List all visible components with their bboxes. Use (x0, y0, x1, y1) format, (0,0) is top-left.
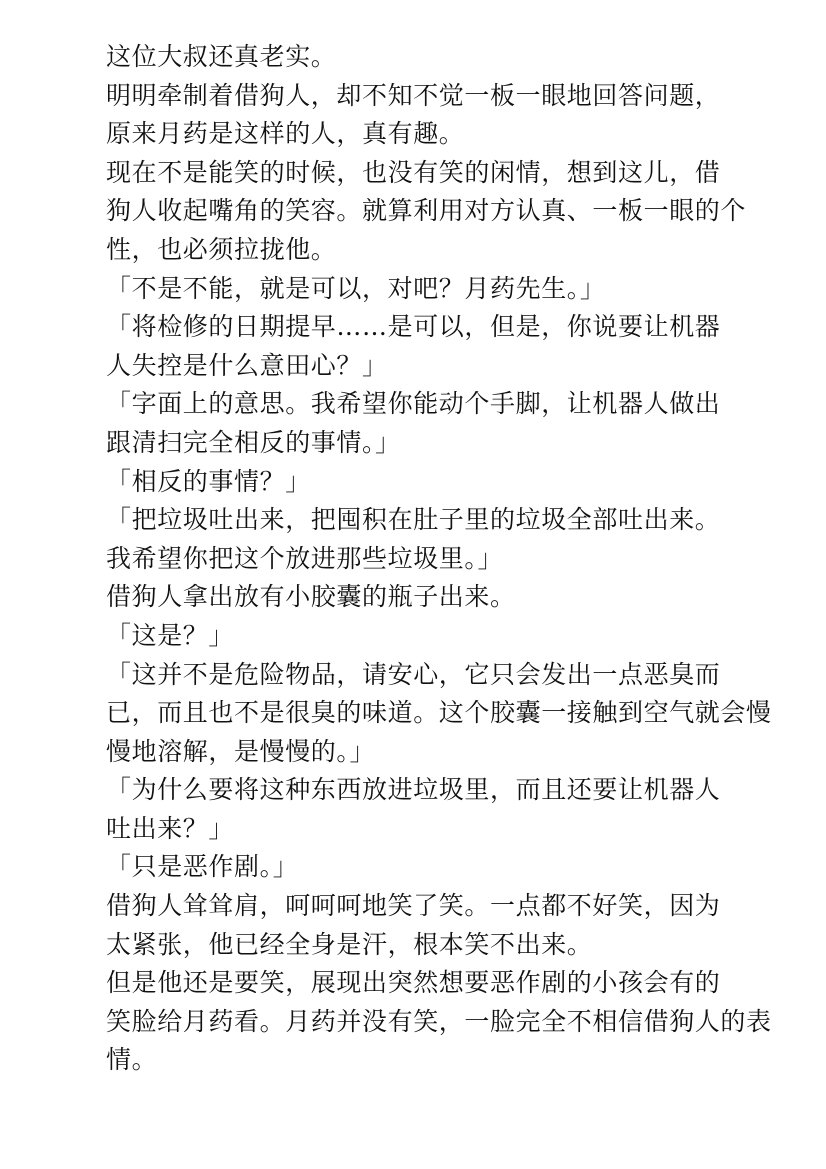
text-line: 情。 (106, 1045, 158, 1075)
paragraph-12 (56, 771, 756, 848)
text-line: 慢地溶解，是慢慢的。」 (106, 736, 376, 766)
text-line: 我希望你把这个放进那些垃圾里。」 (106, 543, 504, 573)
text-line: 狗人收起嘴角的笑容。就算利用对方认真、一板一眼的个 (106, 196, 747, 226)
text-line: 「将检修的日期提早……是可以，但是，你说要让机器 (106, 312, 721, 342)
text-line: 「字面上的意思。我希望你能动个手脚，让机器人做出 (106, 389, 721, 419)
text-line: 「把垃圾吐出来，把囤积在肚子里的垃圾全部吐出来。 (106, 505, 721, 535)
text-line: 吐出来？」 (106, 813, 235, 843)
text-line: 这位大叔还真老实。 (106, 42, 337, 71)
paragraph-11 (56, 656, 772, 772)
text-line: 已，而且也不是很臭的味道。这个胶囊一接触到空气就会慢 (106, 698, 772, 728)
paragraph-1 (56, 38, 756, 77)
paragraph-3 (56, 154, 756, 270)
text-line: 「这是？」 (106, 620, 235, 650)
paragraph-8 (56, 501, 756, 578)
text-line: 明明牵制着借狗人，却不知不觉一板一眼地回答问题， (106, 80, 721, 110)
text-line: 原来月药是这样的人，真有趣。 (106, 119, 465, 149)
paragraph-9 (56, 578, 756, 617)
text-line: 但是他还是要笑，展现出突然想要恶作剧的小孩会有的 (106, 968, 721, 998)
text-line: 「相反的事情？」 (106, 466, 311, 496)
text-line: 借狗人耸耸肩，呵呵呵地笑了笑。一点都不好笑，因为 (106, 891, 721, 921)
text-line: 跟清扫完全相反的事情。」 (106, 427, 401, 457)
paragraph-7 (56, 463, 756, 502)
text-line: 现在不是能笑的时候，也没有笑的闲情，想到这儿，借 (106, 157, 721, 187)
text-line: 「只是恶作剧。」 (106, 852, 299, 882)
text-line: 性，也必须拉拢他。 (106, 234, 337, 264)
paragraph-10 (56, 617, 756, 656)
text-line: 借狗人拿出放有小胶囊的瓶子出来。 (106, 582, 516, 612)
text-line: 「为什么要将这种东西放进垃圾里，而且还要让机器人 (106, 775, 721, 805)
paragraph-6 (56, 385, 756, 462)
document-page (56, 38, 772, 1080)
text-line: 「不是不能，就是可以，对吧？月药先生。」 (106, 273, 606, 303)
text-line: 太紧张，他已经全身是汗，根本笑不出来。 (106, 929, 593, 959)
paragraph-4 (56, 270, 756, 309)
paragraph-15 (56, 964, 772, 1080)
paragraph-13 (56, 848, 756, 887)
text-line: 笑脸给月药看。月药并没有笑，一脸完全不相信借狗人的表 (106, 1006, 772, 1036)
paragraph-14 (56, 887, 756, 964)
paragraph-2 (56, 77, 756, 154)
text-line: 人失控是什么意田心？」 (106, 350, 388, 380)
text-line: 「这并不是危险物品，请安心，它只会发出一点恶臭而 (106, 659, 721, 689)
paragraph-5 (56, 308, 756, 385)
